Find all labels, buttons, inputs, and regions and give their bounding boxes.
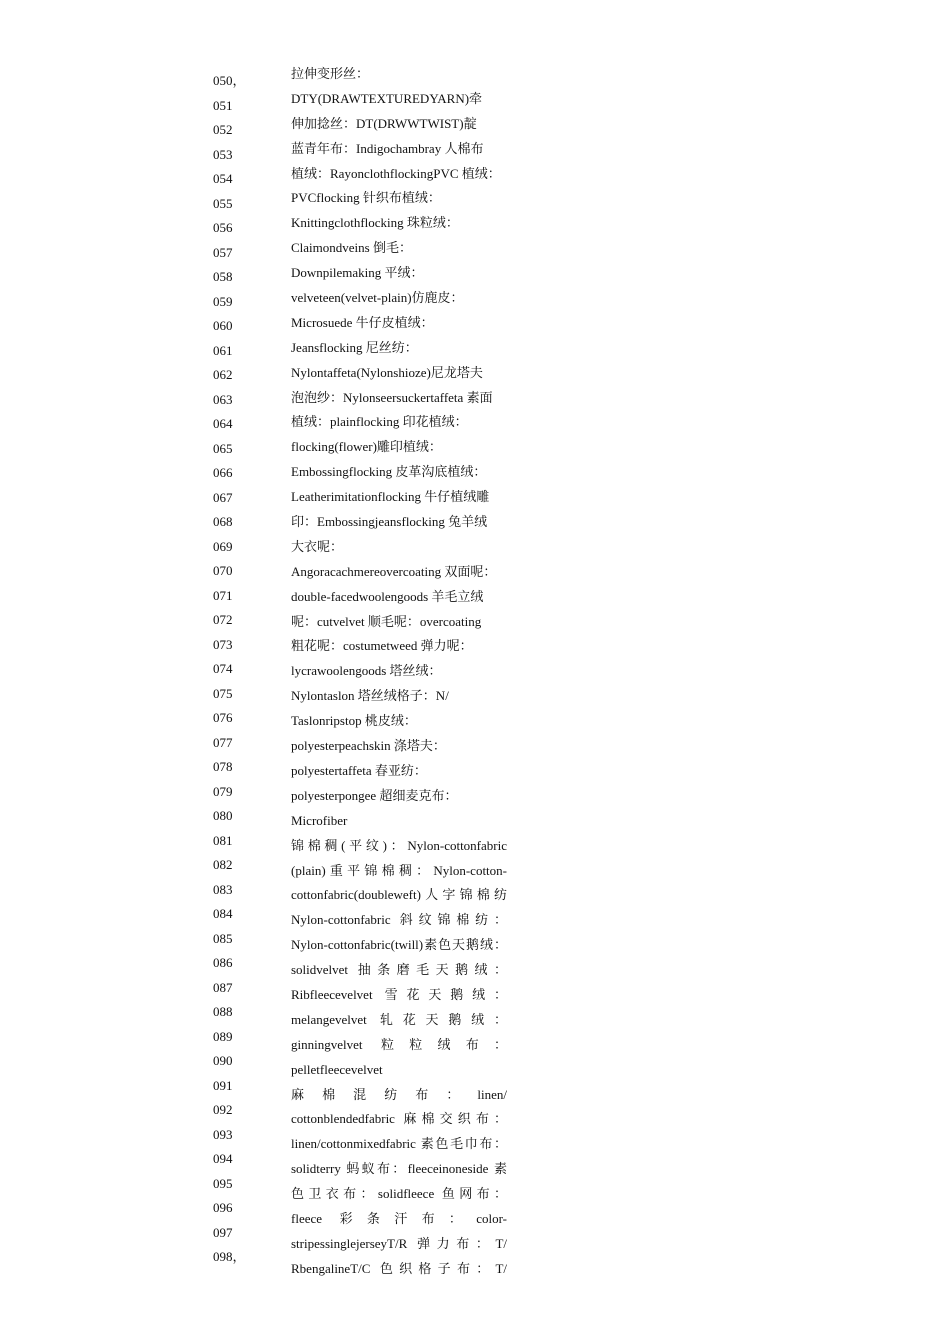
- line-number: 089: [213, 1028, 233, 1044]
- line-number: 084: [213, 906, 233, 921]
- line-number: 083: [213, 881, 233, 897]
- line-number: 067: [213, 489, 233, 505]
- line-number: 068: [213, 514, 233, 529]
- line-number: 063: [213, 391, 233, 407]
- text-line: polyesterpeachskin 涤塔夫：: [291, 738, 446, 754]
- line-number: 088: [213, 1004, 233, 1019]
- text-line: cottonfabric(doubleweft)人字锦棉纺: [291, 887, 507, 903]
- text-line: Angoracachmereovercoating 双面呢：: [291, 563, 497, 579]
- text-line: RbengalineT/C 色织格子布：T/: [291, 1260, 507, 1276]
- text-line: 泡泡纱：Nylonseersuckertaffeta 素面: [291, 389, 493, 405]
- line-number: 071: [213, 587, 233, 603]
- text-line: Leatherimitationflocking 牛仔植绒雕: [291, 489, 490, 505]
- line-number: 072: [213, 612, 233, 627]
- line-number: 064: [213, 416, 233, 431]
- line-number: 053: [213, 146, 233, 162]
- text-line: polyestertaffeta 春亚纺：: [291, 762, 427, 778]
- text-line: 大衣呢：: [291, 538, 344, 554]
- line-number: 051: [213, 97, 233, 113]
- line-number: 057: [213, 244, 233, 260]
- text-line: linen/cottonmixedfabric 素色毛巾布：: [291, 1136, 507, 1152]
- text-line: polyesterpongee 超细麦克布：: [291, 787, 458, 803]
- line-number: 070: [213, 563, 233, 578]
- text-line: 粗花呢：costumetweed 弹力呢：: [291, 638, 473, 654]
- text-line: Nylon-cottonfabric(twill)素色天鹅绒：: [291, 937, 507, 953]
- line-number: 065: [213, 440, 233, 456]
- text-line: Nylontaffeta(Nylonshioze)尼龙塔夫: [291, 364, 483, 380]
- line-number: 096: [213, 1200, 233, 1215]
- text-line: 麻棉混纺布：linen/: [291, 1086, 507, 1102]
- line-number: 091: [213, 1077, 233, 1093]
- text-line: Jeansflocking 尼丝纺：: [291, 339, 418, 355]
- text-line: Embossingflocking 皮革沟底植绒：: [291, 464, 487, 480]
- line-number: 059: [213, 293, 233, 309]
- text-line: pelletfleecevelvet: [291, 1061, 383, 1077]
- line-number: 062: [213, 367, 233, 382]
- line-number: 098，: [213, 1249, 246, 1264]
- text-line: (plain)重平锦棉稠：Nylon-cotton-: [291, 862, 507, 878]
- text-line: stripessinglejerseyT/R 弹力布：T/: [291, 1235, 507, 1251]
- text-line: solidvelvet 抽条磨毛天鹅绒：: [291, 962, 507, 978]
- text-line: 植绒：RayonclothflockingPVC 植绒：: [291, 165, 501, 181]
- text-line: Downpilemaking 平绒：: [291, 265, 424, 281]
- text-line: PVCflocking 针织布植绒：: [291, 190, 441, 206]
- line-number: 090: [213, 1053, 233, 1068]
- line-number: 097: [213, 1224, 233, 1240]
- line-number: 076: [213, 710, 233, 725]
- text-line: Taslonripstop 桃皮绒：: [291, 713, 417, 729]
- text-line: velveteen(velvet-plain)仿鹿皮：: [291, 290, 464, 306]
- line-number: 056: [213, 220, 233, 235]
- line-number: 095: [213, 1175, 233, 1191]
- line-number: 055: [213, 195, 233, 211]
- text-line: 色卫衣布：solidfleece 鱼网布：: [291, 1186, 507, 1202]
- line-number: 066: [213, 465, 233, 480]
- line-number: 087: [213, 979, 233, 995]
- line-number: 080: [213, 808, 233, 823]
- text-line: flocking(flower)雕印植绒：: [291, 439, 442, 455]
- text-line: cottonblendedfabric 麻棉交织布：: [291, 1111, 507, 1127]
- text-line: Microfiber: [291, 812, 348, 828]
- line-number-column: [213, 69, 273, 1270]
- text-line: ginningvelvet 粒粒绒布：: [291, 1036, 507, 1052]
- line-number: 094: [213, 1151, 233, 1166]
- text-line: Claimondveins 倒毛：: [291, 240, 412, 256]
- line-number: 077: [213, 734, 233, 750]
- text-line: 植绒：plainflocking 印花植绒：: [291, 414, 468, 430]
- text-line: 蓝青年布：Indigochambray 人棉布: [291, 140, 484, 156]
- line-number: 058: [213, 269, 233, 284]
- text-line: solidterry 蚂蚁布：fleeceinoneside 素: [291, 1161, 507, 1177]
- text-line: 拉伸变形丝：: [291, 66, 370, 81]
- line-number: 075: [213, 685, 233, 701]
- text-line: 锦棉稠(平纹)：Nylon-cottonfabric: [291, 837, 507, 853]
- line-number: 082: [213, 857, 233, 872]
- line-number: 092: [213, 1102, 233, 1117]
- glossary-text-column: [291, 62, 507, 1282]
- text-line: Knittingclothflocking 珠粒绒：: [291, 215, 459, 231]
- line-number: 086: [213, 955, 233, 970]
- text-line: 伸加捻丝：DT(DRWWTWIST)靛: [291, 115, 477, 131]
- text-line: Nylontaslon 塔丝绒格子：N/: [291, 688, 449, 704]
- line-number: 060: [213, 318, 233, 333]
- line-number: 054: [213, 171, 233, 186]
- text-line: Nylon-cottonfabric 斜纹锦棉纺：: [291, 912, 507, 928]
- line-number: 074: [213, 661, 233, 676]
- line-number: 061: [213, 342, 233, 358]
- text-line: fleece 彩条汗布：color-: [291, 1210, 507, 1226]
- text-line: melangevelvet 轧花天鹅绒：: [291, 1011, 507, 1027]
- line-number: 052: [213, 122, 233, 137]
- text-line: 印：Embossingjeansflocking 兔羊绒: [291, 514, 488, 530]
- text-line: Microsuede 牛仔皮植绒：: [291, 314, 434, 330]
- line-number: 078: [213, 759, 233, 774]
- text-line: DTY(DRAWTEXTUREDYARN)牵: [291, 90, 483, 106]
- line-number: 073: [213, 636, 233, 652]
- line-number: 069: [213, 538, 233, 554]
- text-line: double-facedwoolengoods 羊毛立绒: [291, 588, 484, 604]
- line-number: 050，: [213, 73, 246, 88]
- line-number: 079: [213, 783, 233, 799]
- line-number: 093: [213, 1126, 233, 1142]
- text-line: 呢：cutvelvet 顺毛呢：overcoating: [291, 613, 482, 629]
- text-line: Ribfleecevelvet 雪花天鹅绒：: [291, 986, 507, 1002]
- text-line: lycrawoolengoods 塔丝绒：: [291, 663, 442, 679]
- line-number: 085: [213, 930, 233, 946]
- line-number: 081: [213, 832, 233, 848]
